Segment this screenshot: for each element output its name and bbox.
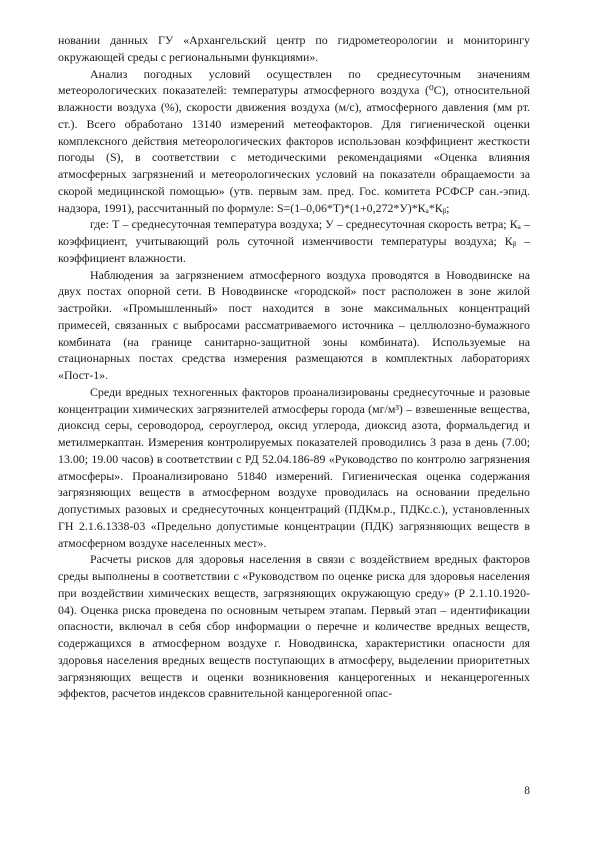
page-number: 8 [524,785,530,797]
paragraph-pollutant-concentrations: Среди вредных техногенных факторов проанализированы среднесуточные и разовые концентрации химических загрязнителей атмосферы города (мг/м³) – взвешенные вещества, диоксид серы, сероводород, сероуглерод, оксид углерода, диоксид азота, формальдегид и метилмеркаптан. Измерения контролируемых показателей проводились 3 раза в день (7.00; 13.00; 19.00 часов) в соответствии с РД 52.04.186-89 «Руководство по контролю загрязнения атмосферы». Проанализировано 51840 измерений. Гигиеническая оценка содержания загрязняющих веществ в атмосферном воздухе проводилась на основании предельно допустимых разовых и среднесуточных концентраций (ПДКм.р., ПДКс.с.), установленных ГН 2.1.6.1338-03 «Предельно допустимые концентрации (ПДК) загрязняющих веществ в атмосферном воздухе населенных мест». [58,384,530,550]
paragraph-source-continuation: новании данных ГУ «Архангельский центр по гидрометеорологии и мониторингу окружающей среды с региональными функциями». [58,33,530,64]
document-body [58,32,530,702]
paragraph-weather-analysis: Анализ погодных условий осуществлен по среднесуточным значениям метеорологических показателей: температуры атмосферного воздуха (⁰С), относительной влажности воздуха (%), скорости движения воздуха (м/с), атмосферного давления (мм рт. ст.). Всего обработано 13140 измерений метеофакторов. Для гигиенической оценки комплексного действия метеорологических факторов использован коэффициент жесткости погоды (S), в соответствии с методическими рекомендациями «Оценка влияния атмосферных загрязнений и метеорологических условий на показатели обращаемости за скорой медицинской помощью» (утв. первым зам. пред. Гос. комитета РСФСР сан.-эпид. надзора, 1991), рассчитанный по формуле: S=(1–0,06*Т)*(1+0,272*У)*Кₐ*Кᵦ; [58,66,530,215]
paragraph-formula-legend: где: Т – среднесуточная температура воздуха; У – среднесуточная скорость ветра; Кₐ – коэффициент, учитывающий роль суточной изменчивости температуры воздуха; Кᵦ – коэффициент влажности. [58,217,530,265]
paragraph-risk-assessment: Расчеты рисков для здоровья населения в связи с воздействием вредных факторов среды выполнены в соответствии с «Руководством по оценке риска для здоровья населения при воздействии химических веществ, загрязняющих окружающую среду» (Р 2.1.10.1920-04). Оценка риска проведена по основным четырем этапам. Первый этап – идентификации опасности, включал в себя сбор информации о перечне и количестве вредных веществ, содержащихся в атмосферном воздухе г. Новодвинска, характеристики опасности для здоровья населения вредных веществ поступающих в атмосферу, выделении приоритетных загрязняющих веществ и оценки возникновения канцерогенных и неканцерогенных эффектов, расчетов индексов сравнительной канцерогенной опас- [58,552,530,701]
paragraph-air-monitoring-posts: Наблюдения за загрязнением атмосферного воздуха проводятся в Новодвинске на двух постах опорной сети. В Новодвинске «городской» пост расположен в зоне жилой застройки. «Промышленный» пост находится в зоне максимальных концентраций примесей, связанных с выбросами рассматриваемого источника – целлюлозно-бумажного комбината (на границе санитарно-защитной зоны комбината). Используемые на стационарных постах средства измерения размещаются в комплектных лабораториях «Пост-1». [58,267,530,382]
